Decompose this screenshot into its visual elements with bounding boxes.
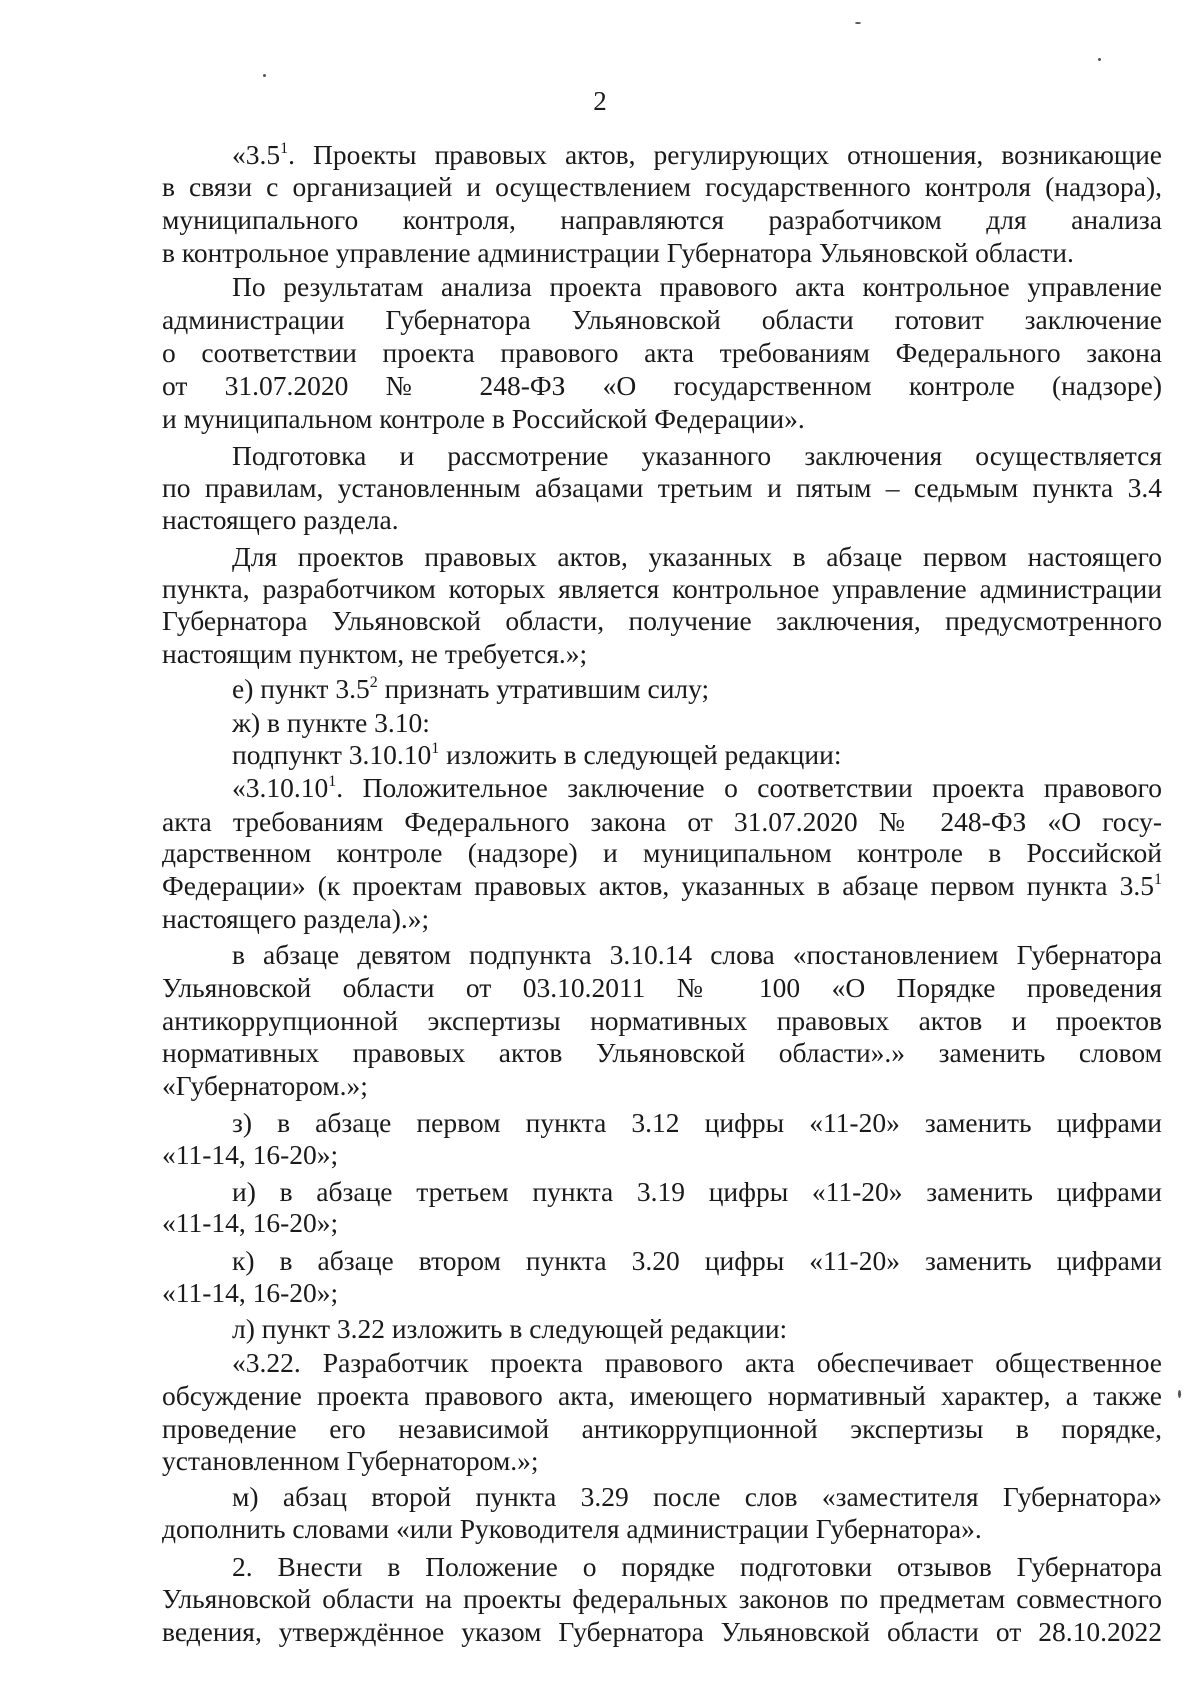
text-line [162, 1512, 1162, 1545]
text-line [162, 369, 1162, 402]
text-line [162, 170, 1162, 203]
superscript: 1 [1154, 871, 1162, 888]
line-text: «3.22. Разработчик проекта правового акта обеспечивает общественное [232, 1347, 1162, 1378]
text-line [162, 303, 1162, 336]
text-line [162, 1582, 1162, 1615]
scan-speck [1098, 58, 1101, 61]
line-text: 2. Внести в Положение о порядке подготовки отзывов Губернатора [232, 1551, 1162, 1582]
text-line [162, 1036, 1162, 1069]
line-text: настоящего раздела. [162, 504, 399, 535]
text-line [232, 738, 1162, 771]
text-line [232, 1106, 1162, 1139]
scan-speck [855, 22, 861, 24]
text-line [232, 1312, 1162, 1345]
text-line [162, 1138, 1162, 1171]
text-line [162, 572, 1162, 605]
text-line [232, 938, 1162, 971]
line-text-continued: . Положительное заключение о соответствии проекта правового [336, 772, 1162, 803]
text-line [232, 672, 1162, 705]
text-line [162, 836, 1162, 869]
line-text: в контрольное управление администрации Губернатора Ульяновской области. [162, 237, 1074, 268]
line-text: подпункт 3.10.10 [232, 739, 432, 770]
text-line [162, 203, 1162, 236]
line-text: «11-14, 16-20»; [162, 1277, 339, 1308]
line-text: «3.5 [232, 139, 281, 170]
line-text: настоящим пунктом, не требуется.»; [162, 638, 588, 669]
text-line [162, 805, 1162, 838]
page-number: 2 [593, 86, 607, 116]
line-text: По результатам анализа проекта правового акта контрольное управление [232, 271, 1162, 302]
line-text: проведение его независимой антикоррупционной экспертизы в порядке, [162, 1413, 1162, 1444]
text-line [232, 1175, 1162, 1208]
line-text: и) в абзаце третьем пункта 3.19 цифры «11-20» заменить цифрами [232, 1176, 1162, 1207]
text-line [162, 1069, 1162, 1102]
text-line [162, 1276, 1162, 1309]
superscript: 1 [328, 773, 337, 790]
line-text: администрации Губернатора Ульяновской области готовит заключение [162, 304, 1162, 335]
line-text: Ульяновской области от 03.10.2011 № 100 «О Порядке проведения [162, 972, 1162, 1003]
line-text: л) пункт 3.22 изложить в следующей редакции: [232, 1313, 788, 1344]
text-line [162, 336, 1162, 369]
line-text: е) пункт 3.5 [232, 673, 370, 704]
superscript: 1 [431, 740, 440, 757]
text-line [162, 402, 1162, 435]
line-text-continued: признать утратившим силу; [377, 673, 710, 704]
line-text: дарственном контроле (надзоре) и муниципальном контроле в Российской [162, 837, 1162, 868]
line-text: Федерации» (к проектам правовых актов, указанных в абзаце первом пункта 3.5 [162, 870, 1154, 901]
text-line [232, 1244, 1162, 1277]
text-line [162, 471, 1162, 504]
text-line [162, 236, 1162, 269]
line-text: з) в абзаце первом пункта 3.12 цифры «11-20» заменить цифрами [232, 1107, 1162, 1138]
text-line [162, 902, 1162, 935]
line-text: «11-14, 16-20»; [162, 1139, 339, 1170]
superscript: 2 [369, 674, 378, 691]
text-line [232, 1346, 1162, 1379]
line-text: о соответствии проекта правового акта требованиям Федерального закона [162, 337, 1162, 368]
line-text: акта требованиям Федерального закона от 31.07.2020 № 248-ФЗ «О госу- [162, 806, 1162, 837]
text-line [232, 270, 1162, 303]
line-text-continued: изложить в следующей редакции: [439, 739, 842, 770]
line-text: от 31.07.2020 № 248-ФЗ «О государственном контроле (надзоре) [162, 370, 1162, 401]
line-text: и муниципальном контроле в Российской Федерации». [162, 403, 805, 434]
text-line [232, 138, 1162, 171]
text-line [232, 706, 1162, 739]
line-text: м) абзац второй пункта 3.29 после слов «заместителя Губернатора» [232, 1481, 1162, 1512]
line-text: пункта, разработчиком которых является контрольное управление администрации [162, 573, 1162, 604]
scan-speck [1178, 1390, 1181, 1398]
text-line [162, 637, 1162, 670]
text-line [162, 1444, 1162, 1477]
line-text: в связи с организацией и осуществлением государственного контроля (надзора), [162, 171, 1162, 202]
text-line [232, 1480, 1162, 1513]
text-line [232, 439, 1162, 472]
line-text: «Губернатором.»; [162, 1070, 368, 1101]
text-line [232, 1550, 1162, 1583]
line-text: Ульяновской области на проекты федеральных законов по предметам совместного [162, 1583, 1162, 1614]
line-text: нормативных правовых актов Ульяновской области».» заменить словом [162, 1037, 1162, 1068]
line-text-continued: . Проекты правовых актов, регулирующих отношения, возникающие [288, 139, 1162, 170]
text-line [162, 971, 1162, 1004]
superscript: 1 [280, 140, 289, 157]
line-text: в абзаце девятом подпункта 3.10.14 слова «постановлением Губернатора [232, 939, 1162, 970]
line-text: антикоррупционной экспертизы нормативных правовых актов и проектов [162, 1005, 1162, 1036]
text-line [162, 869, 1162, 902]
line-text: муниципального контроля, направляются разработчиком для анализа [162, 204, 1162, 235]
text-line [162, 1004, 1162, 1037]
line-text: Подготовка и рассмотрение указанного заключения осуществляется [232, 440, 1162, 471]
line-text: ж) в пункте 3.10: [232, 707, 430, 738]
line-text: по правилам, установленным абзацами третьим и пятым – седьмым пункта 3.4 [162, 472, 1162, 503]
line-text: Губернатора Ульяновской области, получение заключения, предусмотренного [162, 605, 1162, 636]
text-line [162, 1206, 1162, 1239]
line-text: «11-14, 16-20»; [162, 1207, 339, 1238]
line-text: обсуждение проекта правового акта, имеющего нормативный характер, а также [162, 1380, 1162, 1411]
line-text: установленном Губернатором.»; [162, 1445, 539, 1476]
text-line [162, 1615, 1162, 1648]
line-text: Для проектов правовых актов, указанных в абзаце первом настоящего [232, 541, 1162, 572]
text-line [162, 1379, 1162, 1412]
text-line [162, 1412, 1162, 1445]
text-line [232, 540, 1162, 573]
text-line [232, 771, 1162, 804]
text-line [162, 503, 1162, 536]
line-text: настоящего раздела).»; [162, 903, 430, 934]
line-text: «3.10.10 [232, 772, 329, 803]
line-text: к) в абзаце втором пункта 3.20 цифры «11-20» заменить цифрами [232, 1245, 1162, 1276]
text-line [162, 604, 1162, 637]
scan-speck [263, 74, 266, 77]
line-text: дополнить словами «или Руководителя администрации Губернатора». [162, 1513, 982, 1544]
line-text: ведения, утверждённое указом Губернатора Ульяновской области от 28.10.2022 [162, 1616, 1162, 1647]
